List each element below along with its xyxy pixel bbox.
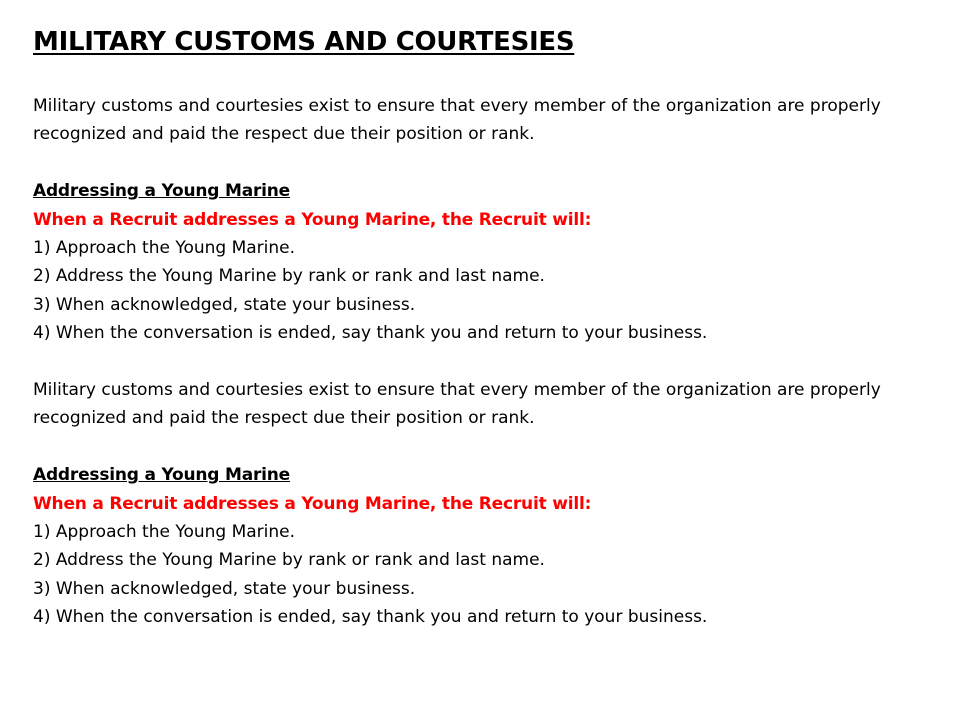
step-item: 2) Address the Young Marine by rank or rank and last name. — [33, 550, 545, 571]
spacer — [33, 348, 938, 376]
step-item: 3) When acknowledged, state your business. — [33, 578, 416, 599]
lead-instruction: When a Recruit addresses a Young Marine, the Recruit will: — [33, 493, 592, 514]
intro-paragraph: Military customs and courtesies exist to ensure that every member of the organization are properly recognized and paid the respect due their position or rank. — [33, 380, 881, 429]
section-2 — [33, 376, 938, 632]
spacer — [33, 433, 938, 461]
intro-paragraph: Military customs and courtesies exist to ensure that every member of the organization are properly recognized and paid the respect due their position or rank. — [33, 96, 881, 145]
section-subheading: Addressing a Young Marine — [33, 465, 291, 486]
lead-instruction: When a Recruit addresses a Young Marine, the Recruit will: — [33, 209, 592, 230]
step-item: 3) When acknowledged, state your business. — [33, 294, 416, 315]
step-item: 1) Approach the Young Marine. — [33, 522, 296, 543]
spacer — [33, 149, 938, 177]
step-item: 1) Approach the Young Marine. — [33, 238, 296, 259]
step-item: 4) When the conversation is ended, say thank you and return to your business. — [33, 323, 708, 344]
slide-title: MILITARY CUSTOMS AND COURTESIES — [33, 27, 575, 57]
step-item: 4) When the conversation is ended, say thank you and return to your business. — [33, 607, 708, 628]
section-1 — [33, 92, 938, 376]
step-item: 2) Address the Young Marine by rank or rank and last name. — [33, 266, 545, 287]
slide-content — [33, 22, 938, 632]
section-subheading: Addressing a Young Marine — [33, 181, 291, 202]
